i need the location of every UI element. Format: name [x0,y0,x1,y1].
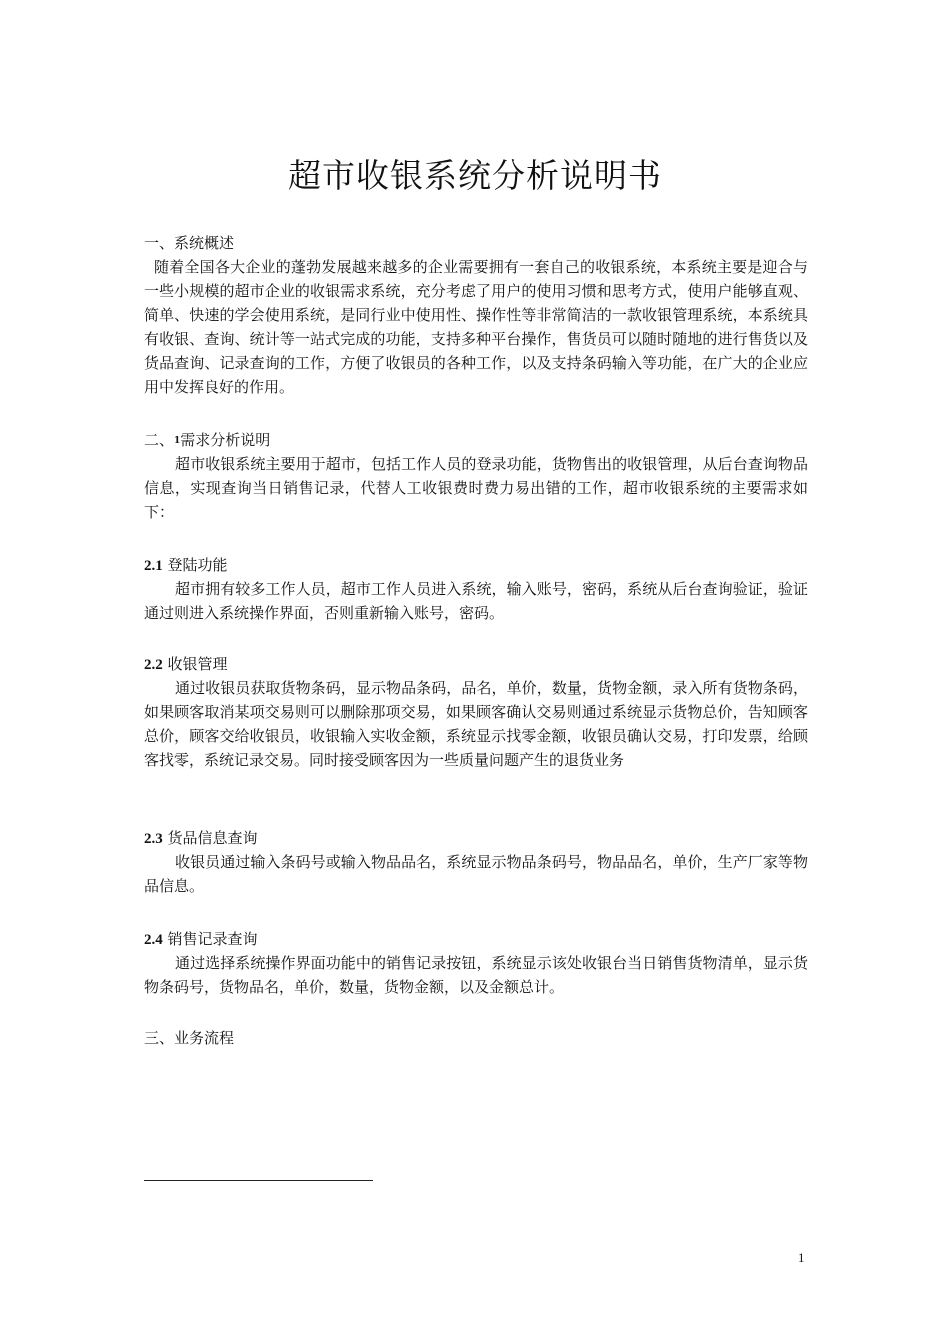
subsection-number: 2.1 [144,558,163,574]
section2-heading [144,428,270,453]
section2-heading-prefix: 二、 [144,431,175,449]
section3-heading: 三、业务流程 [144,1029,235,1047]
section1-heading: 一、系统概述 [144,234,235,252]
section1-body: 随着全国各大企业的蓬勃发展越来越多的企业需要拥有一套自己的收银系统，本系统主要是迎合与一些小规模的超市企业的收银需求系统，充分考虑了用户的使用习惯和思考方式，使用户能够直观、简单、快速的学会使用系统，是同行业中使用性、操作性等非常简洁的一款收银管理系统，本系统具有收银、查询、统计等一站式完成的功能，支持多种平台操作，售货员可以随时随地的进行售货以及货品查询、记录查询的工作，方便了收银员的各种工作，以及支持条码输入等功能，在广大的企业应用中发挥良好的作用。 [144,258,808,396]
subsection-title: 货品信息查询 [167,829,258,847]
subsection-body-2-4: 通过选择系统操作界面功能中的销售记录按钮，系统显示该处收银台当日销售货物清单，显示货物条码号，货物品名，单价，数量，货物金额，以及金额总计。 [144,954,808,996]
footnote-mark: 1 [174,436,181,446]
subsection-heading-2-4 [144,927,258,952]
subsection-number: 2.4 [144,932,163,948]
subsection-body-2-1: 超市拥有较多工作人员，超市工作人员进入系统，输入账号，密码，系统从后台查询验证，验证通过则进入系统操作界面，否则重新输入账号，密码。 [144,580,808,622]
subsection-heading-2-2 [144,652,228,677]
subsection-body-2-2: 通过收银员获取货物条码，显示物品条码，品名，单价，数量，货物金额，录入所有货物条码，如果顾客取消某项交易则可以删除那项交易，如果顾客确认交易则通过系统显示货物总价，告知顾客总价，顾客交给收银员，收银输入实收金额，系统显示找零金额，收银员确认交易，打印发票，给顾客找零，系统记录交易。同时接受顾客因为一些质量问题产生的退货业务 [144,679,808,769]
footnote-separator [144,1180,373,1181]
subsection-number: 2.3 [144,831,163,847]
subsection-number: 2.2 [144,657,163,673]
section2-body: 超市收银系统主要用于超市，包括工作人员的登录功能，货物售出的收银管理，从后台查询物品信息，实现查询当日销售记录，代替人工收银费时费力易出错的工作，超市收银系统的主要需求如下： [144,455,808,521]
subsection-title: 收银管理 [167,655,228,673]
subsection-title: 销售记录查询 [167,930,258,948]
section2-heading-text: 需求分析说明 [180,431,271,449]
subsection-heading-2-1 [144,553,228,578]
subsection-heading-2-3 [144,826,258,851]
subsection-body-2-3: 收银员通过输入条码号或输入物品品名，系统显示物品条码号，物品品名，单价，生产厂家等物品信息。 [144,853,808,895]
page-number: 1 [798,1250,805,1265]
subsection-title: 登陆功能 [167,556,228,574]
document-title: 超市收银系统分析说明书 [288,156,662,196]
